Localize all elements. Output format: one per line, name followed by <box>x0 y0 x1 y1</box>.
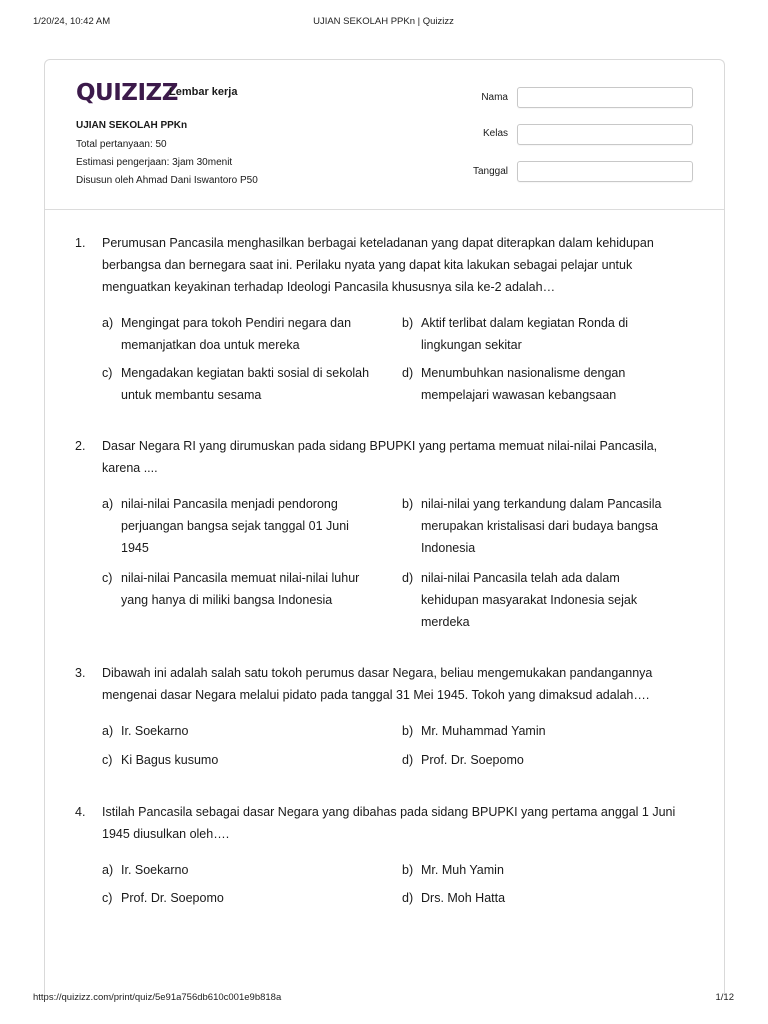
option-letter: d) <box>402 366 414 380</box>
option-letter: a) <box>102 863 114 877</box>
option-text: nilai-nilai Pancasila telah ada dalam kehidupan masyarakat Indonesia sejak merdeka <box>421 571 638 629</box>
name-field[interactable] <box>517 87 693 108</box>
option-text: Prof. Dr. Soepomo <box>121 891 224 905</box>
question-number: 3. <box>75 666 86 680</box>
quiz-title: UJIAN SEKOLAH PPKn <box>76 120 188 131</box>
question-number: 1. <box>75 236 86 250</box>
option-text: Ir. Soekarno <box>121 724 189 738</box>
option-letter: b) <box>402 316 414 330</box>
question-number: 4. <box>75 805 86 819</box>
author: Disusun oleh Ahmad Dani Iswantoro P50 <box>76 175 258 186</box>
option-letter: b) <box>402 724 414 738</box>
question-text: Dasar Negara RI yang dirumuskan pada sidang BPUPKI yang pertama memuat nilai-nilai Pancasila, karena .... <box>102 439 658 475</box>
class-label: Kelas <box>482 128 508 139</box>
worksheet-label: Lembar kerja <box>169 86 238 98</box>
option-text: Ir. Soekarno <box>121 863 189 877</box>
option-letter: c) <box>102 891 113 905</box>
option-letter: c) <box>102 753 113 767</box>
print-footer <box>33 992 734 1006</box>
option-letter: c) <box>102 366 113 380</box>
option-text: nilai-nilai yang terkandung dalam Pancasila merupakan kristalisasi dari budaya bangsa Indonesia <box>421 497 662 555</box>
option-text: Mengingat para tokoh Pendiri negara dan memanjatkan doa untuk mereka <box>121 316 352 352</box>
option-text: Mr. Muh Yamin <box>421 863 504 877</box>
option-text: nilai-nilai Pancasila menjadi pendorong perjuangan bangsa sejak tanggal 01 Juni 1945 <box>121 497 349 555</box>
option-letter: b) <box>402 497 414 511</box>
name-label: Nama <box>481 92 508 103</box>
question-text: Istilah Pancasila sebagai dasar Negara yang dibahas pada sidang BPUPKI yang pertama anggal 1 Juni 1945 diusulkan oleh…. <box>102 805 676 841</box>
worksheet-header <box>45 60 724 210</box>
page-url[interactable]: https://quizizz.com/print/quiz/5e91a756db610c001e9b818a <box>33 992 282 1003</box>
option-letter: c) <box>102 571 113 585</box>
class-field[interactable] <box>517 124 693 145</box>
print-title: UJIAN SEKOLAH PPKn | Quizizz <box>313 16 454 27</box>
print-datetime: 1/20/24, 10:42 AM <box>33 16 111 27</box>
question-text: Perumusan Pancasila menghasilkan berbagai keteladanan yang dapat diterapkan dalam kehidupan berbangsa dan bernegara saat ini. Perilaku nyata yang dapat kita lakukan sebagai pelajar untuk menguatkan keyakinan terhadap Ideologi Pancasila khususnya sila ke-2 adalah… <box>102 236 654 294</box>
total-questions: Total pertanyaan: 50 <box>76 139 167 150</box>
option-text: Menumbuhkan nasionalisme dengan mempelajari wawasan kebangsaan <box>421 366 626 402</box>
option-letter: d) <box>402 571 414 585</box>
page-number: 1/12 <box>715 992 734 1003</box>
question-text: Dibawah ini adalah salah satu tokoh perumus dasar Negara, beliau mengemukakan pandangannya mengenai dasar Negara melalui pidato pada tanggal 31 Mei 1945. Tokoh yang dimaksud adalah…. <box>102 666 653 702</box>
date-label: Tanggal <box>472 166 508 177</box>
option-letter: a) <box>102 497 114 511</box>
time-estimate: Estimasi pengerjaan: 3jam 30menit <box>76 157 233 168</box>
option-text: Mr. Muhammad Yamin <box>421 724 546 738</box>
option-text: nilai-nilai Pancasila memuat nilai-nilai luhur yang hanya di miliki bangsa Indonesia <box>121 571 360 607</box>
option-letter: b) <box>402 863 414 877</box>
option-text: Mengadakan kegiatan bakti sosial di sekolah untuk membantu sesama <box>121 366 370 402</box>
option-text: Drs. Moh Hatta <box>421 891 506 905</box>
option-text: Ki Bagus kusumo <box>121 753 219 767</box>
question-number: 2. <box>75 439 86 453</box>
option-text: Prof. Dr. Soepomo <box>421 753 524 767</box>
date-field[interactable] <box>517 161 693 182</box>
option-letter: a) <box>102 316 114 330</box>
option-letter: d) <box>402 891 414 905</box>
option-text: Aktif terlibat dalam kegiatan Ronda di lingkungan sekitar <box>421 316 629 352</box>
print-header <box>33 16 734 30</box>
option-letter: a) <box>102 724 114 738</box>
quizizz-logo: QUIZIZZ <box>76 80 178 106</box>
worksheet <box>44 59 725 995</box>
option-letter: d) <box>402 753 414 767</box>
